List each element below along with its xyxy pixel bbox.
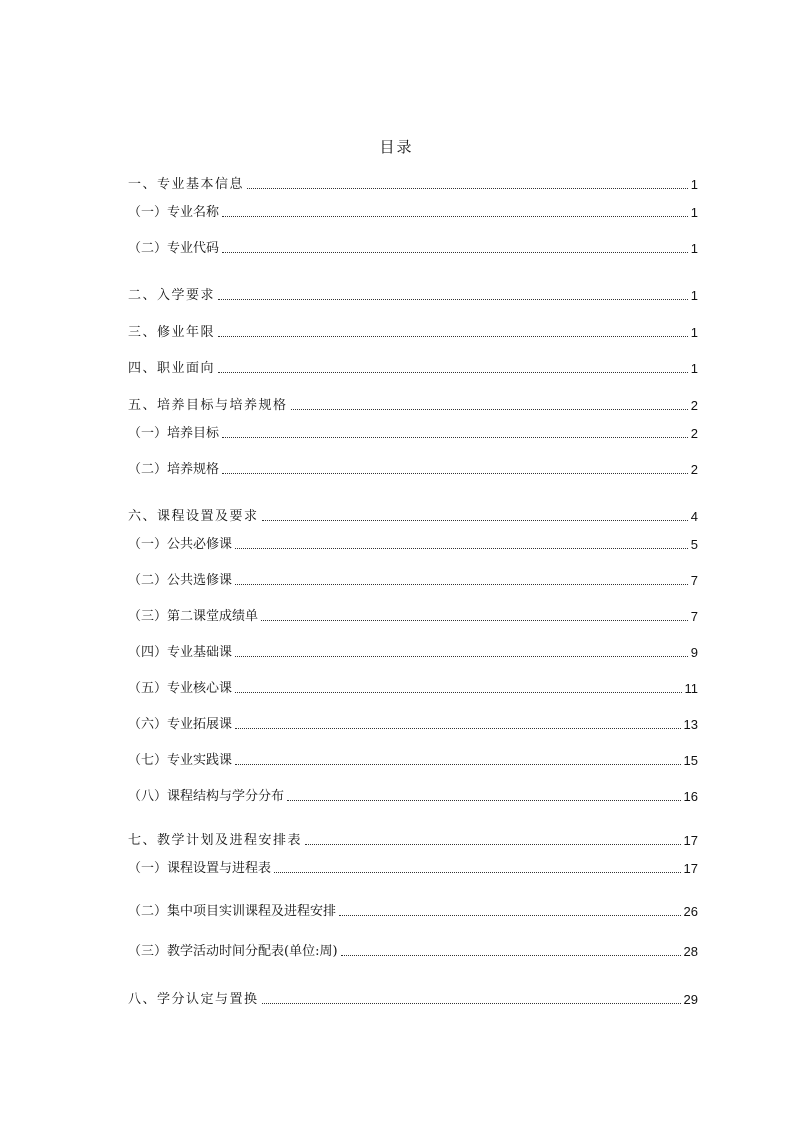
toc-entry-label: （二）集中项目实训课程及进程安排 <box>128 904 337 919</box>
dot-leader <box>218 336 688 337</box>
toc-entry-page: 7 <box>690 573 698 588</box>
dot-leader <box>218 299 688 300</box>
dot-leader <box>339 915 681 916</box>
toc-entry[interactable] <box>128 357 698 377</box>
toc-entry-label: 六、课程设置及要求 <box>128 509 259 524</box>
dot-leader <box>287 800 681 801</box>
dot-leader <box>235 728 681 729</box>
dot-leader <box>341 955 681 956</box>
toc-entry-label: 一、专业基本信息 <box>128 177 245 192</box>
toc-entry-label: （六）专业拓展课 <box>128 717 233 732</box>
toc-entry-label: （一）公共必修课 <box>128 537 233 552</box>
toc-entry[interactable] <box>128 284 698 304</box>
toc-entry-label: （八）课程结构与学分分布 <box>128 789 285 804</box>
toc-entry[interactable] <box>128 641 698 661</box>
dot-leader <box>274 872 681 873</box>
toc-entry[interactable] <box>128 988 698 1008</box>
toc-entry-label: 四、职业面向 <box>128 361 216 376</box>
toc-entry-label: （一）专业名称 <box>128 205 220 220</box>
toc-entry[interactable] <box>128 857 698 877</box>
toc-entry-label: （二）专业代码 <box>128 241 220 256</box>
dot-leader <box>222 216 688 217</box>
toc-entry[interactable] <box>128 458 698 478</box>
dot-leader <box>247 188 688 189</box>
toc-entry-page: 2 <box>690 462 698 477</box>
toc-entry-page: 15 <box>683 753 698 768</box>
toc-entry-page: 1 <box>690 288 698 303</box>
toc-entry[interactable] <box>128 900 698 920</box>
dot-leader <box>235 764 681 765</box>
toc-entry[interactable] <box>128 422 698 442</box>
toc-entry-label: （二）公共选修课 <box>128 573 233 588</box>
toc-entry-label: 八、学分认定与置换 <box>128 992 259 1007</box>
page-title: 目录 <box>379 138 414 156</box>
toc-entry[interactable] <box>128 940 698 960</box>
toc-entry-label: （四）专业基础课 <box>128 645 233 660</box>
toc-entry-label: 三、修业年限 <box>128 325 216 340</box>
toc-entry-label: （三）教学活动时间分配表(单位:周) <box>128 944 338 959</box>
toc-entry-page: 11 <box>684 681 698 696</box>
toc-entry-page: 1 <box>690 241 698 256</box>
toc-entry-page: 1 <box>690 177 698 192</box>
toc-entry-page: 16 <box>683 789 698 804</box>
toc-entry[interactable] <box>128 505 698 525</box>
toc-entry[interactable] <box>128 173 698 193</box>
toc-entry-page: 1 <box>690 361 698 376</box>
dot-leader <box>235 692 681 693</box>
toc-entry-page: 2 <box>690 398 698 413</box>
toc-entry-label: 五、培养目标与培养规格 <box>128 398 288 413</box>
toc-entry-label: （二）培养规格 <box>128 462 220 477</box>
toc-entry-label: 七、教学计划及进程安排表 <box>128 833 303 848</box>
toc-entry[interactable] <box>128 713 698 733</box>
toc-entry-page: 29 <box>683 992 698 1007</box>
dot-leader <box>305 844 681 845</box>
dot-leader <box>235 548 688 549</box>
toc-entry-page: 2 <box>690 426 698 441</box>
toc-entry-page: 13 <box>683 717 698 732</box>
toc-entry-page: 17 <box>683 833 698 848</box>
toc-entry-page: 7 <box>690 609 698 624</box>
toc-entry[interactable] <box>128 785 698 805</box>
toc-entry[interactable] <box>128 321 698 341</box>
toc-entry-label: （一）培养目标 <box>128 426 220 441</box>
toc-entry[interactable] <box>128 569 698 589</box>
dot-leader <box>222 473 688 474</box>
dot-leader <box>291 409 688 410</box>
toc-entry-label: （三）第二课堂成绩单 <box>128 609 259 624</box>
toc-entry-page: 9 <box>690 645 698 660</box>
toc-entry-label: （五）专业核心课 <box>128 681 233 696</box>
dot-leader <box>222 437 688 438</box>
dot-leader <box>262 520 688 521</box>
toc-entry-page: 1 <box>690 325 698 340</box>
toc-entry-page: 28 <box>683 944 698 959</box>
toc-entry-label: （七）专业实践课 <box>128 753 233 768</box>
dot-leader <box>235 656 688 657</box>
dot-leader <box>261 620 688 621</box>
dot-leader <box>262 1003 681 1004</box>
dot-leader <box>235 584 688 585</box>
toc-entry-page: 5 <box>690 537 698 552</box>
toc-entry[interactable] <box>128 605 698 625</box>
toc-entry[interactable] <box>128 237 698 257</box>
toc-entry-page: 1 <box>690 205 698 220</box>
toc-entry[interactable] <box>128 677 698 697</box>
toc-entry-label: 二、入学要求 <box>128 288 216 303</box>
toc-entry-page: 17 <box>683 861 698 876</box>
toc-entry[interactable] <box>128 201 698 221</box>
toc-entry[interactable] <box>128 829 698 849</box>
dot-leader <box>222 252 688 253</box>
dot-leader <box>218 372 688 373</box>
toc-entry[interactable] <box>128 394 698 414</box>
toc-entry[interactable] <box>128 749 698 769</box>
toc-entry[interactable] <box>128 533 698 553</box>
toc-entry-page: 4 <box>690 509 698 524</box>
toc-entry-page: 26 <box>683 904 698 919</box>
toc-entry-label: （一）课程设置与进程表 <box>128 861 272 876</box>
